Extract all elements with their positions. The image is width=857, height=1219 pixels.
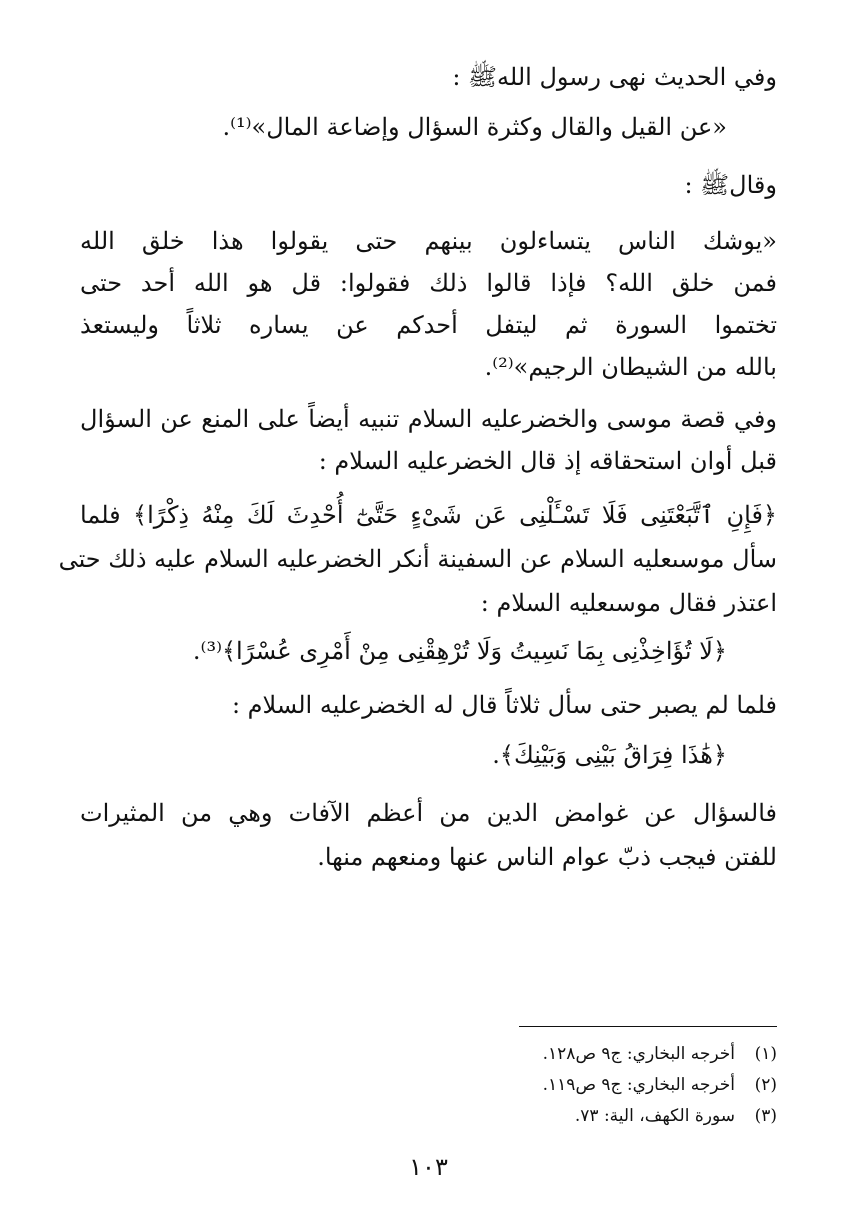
footnote-1-text: أخرجه البخاري: ج٩ ص١٢٨. xyxy=(542,1044,735,1064)
page-number: ١٠٣ xyxy=(409,1153,448,1181)
footnote-3-text: سورة الكهف، الية: ٧٣. xyxy=(574,1106,735,1126)
footnote-2-number: (٢) xyxy=(754,1075,777,1095)
paragraph-3-line-2: اعتذر فقال موسىعليه السلام : xyxy=(480,589,777,617)
paragraph-5-line-2: للفتن فيجب ذبّ عوام الناس عنها ومنعهم منها. xyxy=(317,843,777,871)
footnote-3 xyxy=(575,1105,777,1127)
footnote-1-number: (١) xyxy=(754,1044,777,1064)
footnote-2-text: أخرجه البخاري: ج٩ ص١١٩. xyxy=(542,1075,735,1095)
paragraph-4-line: فلما لم يصبر حتى سأل ثلاثاً قال له الخضرعليه السلام : xyxy=(231,691,777,719)
body-line-1: وفي الحديث نهى رسول اللهﷺ : xyxy=(452,63,777,91)
body-line-3: وقالﷺ : xyxy=(684,171,777,199)
paragraph-2-line-1: وفي قصة موسى والخضرعليه السلام تنبيه أيضاً على المنع عن السؤال xyxy=(80,405,777,433)
hadith-quote-2-line-2: فمن خلق الله؟ فإذا قالوا ذلك فقولوا: قل هو الله أحد حتى xyxy=(80,269,777,297)
hadith-quote-2-line-1: «يوشك الناس يتساءلون بينهم حتى يقولوا هذا خلق الله xyxy=(80,227,777,255)
footnote-separator xyxy=(519,1026,777,1027)
paragraph-2-line-2: قبل أوان استحقاقه إذ قال الخضرعليه السلام : xyxy=(318,447,777,475)
footnote-1 xyxy=(543,1043,777,1065)
hadith-quote-2-line-4: بالله من الشيطان الرجيم»⁽²⁾. xyxy=(484,353,777,381)
quran-verse-2: ﴿لَا تُؤَاخِذْنِى بِمَا نَسِيتُ وَلَا تُرْهِقْنِى مِنْ أَمْرِى عُسْرًا﴾⁽³⁾. xyxy=(192,637,727,665)
footnote-3-number: (٣) xyxy=(754,1106,777,1126)
paragraph-3-line-1: سأل موسىعليه السلام عن السفينة أنكر الخضرعليه السلام عليه ذلك حتى xyxy=(58,545,777,573)
quran-verse-3: ﴿هَٰذَا فِرَاقُ بَيْنِى وَبَيْنِكَ﴾. xyxy=(492,741,727,769)
hadith-quote-2-line-3: تختموا السورة ثم ليتفل أحدكم عن يساره ثلاثاً وليستعذ xyxy=(80,311,777,339)
hadith-quote-1: «عن القيل والقال وكثرة السؤال وإضاعة المال»⁽¹⁾. xyxy=(222,113,727,141)
footnote-2 xyxy=(543,1074,777,1096)
paragraph-5-line-1: فالسؤال عن غوامض الدين من أعظم الآفات وهي من المثيرات xyxy=(80,799,777,827)
quran-verse-1-line: ﴿فَإِنِ ٱتَّبَعْتَنِى فَلَا تَسْـَٔلْنِى عَن شَىْءٍ حَتَّىٰٓ أُحْدِثَ لَكَ مِنْهُ ذِكْرًا﴾ فلما xyxy=(80,501,777,529)
